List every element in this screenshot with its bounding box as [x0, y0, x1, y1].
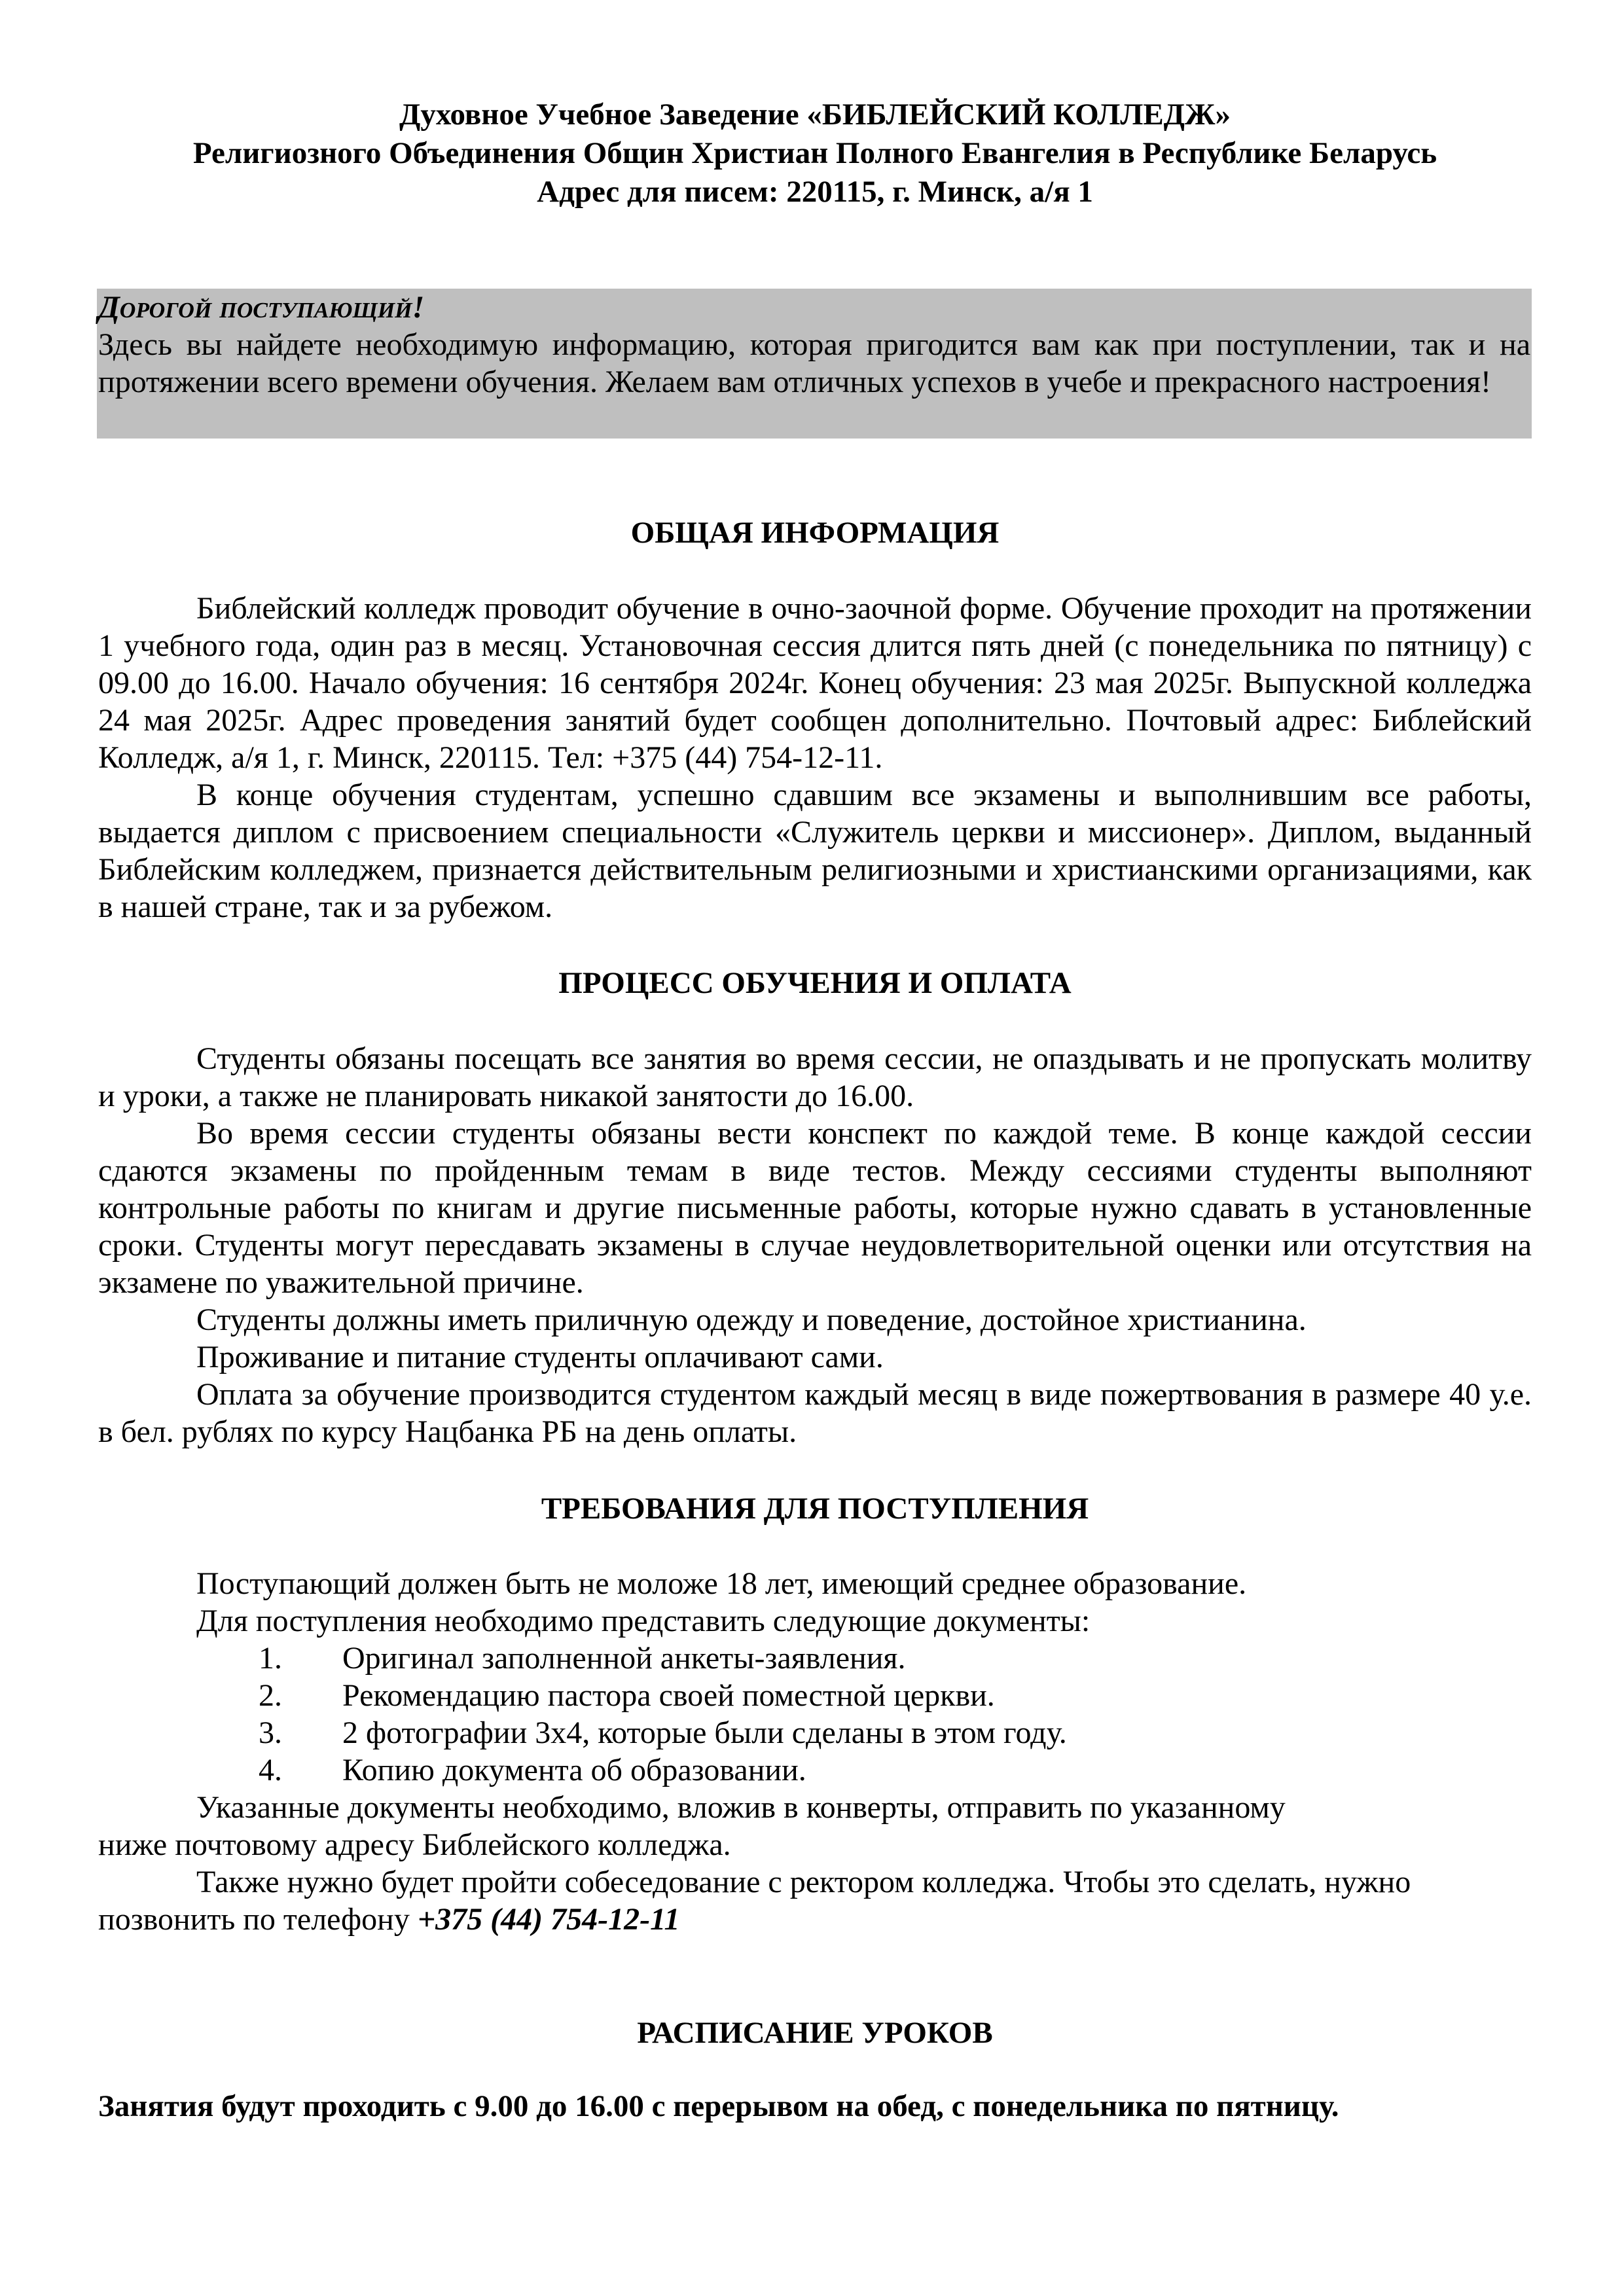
required-documents-list	[98, 1640, 1532, 1789]
list-item-text: 2 фотографии 3х4, которые были сделаны в этом году.	[342, 1715, 1067, 1750]
list-item-text: Копию документа об образовании.	[342, 1753, 806, 1787]
required-document-item	[98, 1677, 1532, 1714]
process-paragraph: Во время сессии студенты обязаны вести конспект по каждой теме. В конце каждой сессии сдаются экзамены по пройденным темам в виде тестов. Между сессиями студенты выполняют контрольные работы по книгам и другие письменные работы, которые нужно сдавать в установленные сроки. Студенты могут пересдавать экзамены в случае неудовлетворительной оценки или отсутствия на экзамене по уважительной причине.	[98, 1116, 1532, 1300]
general-paragraph: Библейский колледж проводит обучение в очно-заочной форме. Обучение проходит на протяжении 1 учебного года, один раз в месяц. Установочная сессия длится пять дней (с понедельника по пятницу) с 09.00 до 16.00. Начало обучения: 16 сентября 2024г. Конец обучения: 23 мая 2025г. Выпускной колледжа 24 мая 2025г. Адрес проведения занятий будет сообщен дополнительно. Почтовый адрес: Библейский Колледж, а/я 1, г. Минск, 220115. Тел: +375 (44) 754-12-11.	[98, 591, 1532, 775]
process-paragraph: Оплата за обучение производится студентом каждый месяц в виде пожертвования в размере 40 у.е. в бел. рублях по курсу Нацбанка РБ на день оплаты.	[98, 1377, 1532, 1449]
process-paragraph: Студенты должны иметь приличную одежду и поведение, достойное христианина.	[196, 1302, 1307, 1337]
required-document-item	[98, 1751, 1532, 1789]
list-item-text: Оригинал заполненной анкеты-заявления.	[342, 1641, 906, 1676]
list-number: 3.	[259, 1715, 282, 1750]
required-document-item	[98, 1640, 1532, 1677]
section-requirements-body	[98, 1565, 1532, 1938]
header-institution-name: Духовное Учебное Заведение «БИБЛЕЙСКИЙ КОЛЛЕДЖ»	[399, 98, 1231, 132]
interview-text: Также нужно будет пройти собеседование с ректором колледжа. Чтобы это сделать, нужно позвонить по телефону	[98, 1865, 1411, 1937]
section-title-general: ОБЩАЯ ИНФОРМАЦИЯ	[630, 516, 1000, 550]
section-title-process: ПРОЦЕСС ОБУЧЕНИЯ И ОПЛАТА	[558, 966, 1072, 1000]
schedule-text: Занятия будут проходить с 9.00 до 16.00 с перерывом на обед, с понедельника по пятницу.	[98, 2089, 1339, 2123]
process-paragraph: Проживание и питание студенты оплачивают сами.	[196, 1340, 884, 1374]
general-paragraph: В конце обучения студентам, успешно сдавшим все экзамены и выполнившим все работы, выдается диплом с присвоением специальности «Служитель церкви и миссионер». Диплом, выданный Библейским колледжем, признается действительным религиозными и христианскими организациями, как в нашей стране, так и за рубежом.	[98, 778, 1532, 924]
greeting-box	[97, 289, 1532, 439]
interview-phone-link[interactable]: +375 (44) 754-12-11	[417, 1902, 680, 1937]
section-general-body	[98, 590, 1532, 925]
interview-paragraph	[98, 1863, 1532, 1938]
header-address: Адрес для писем: 220115, г. Минск, а/я 1	[537, 175, 1093, 209]
greeting-title: Дорогой поступающий!	[98, 290, 425, 325]
list-number: 4.	[259, 1753, 282, 1787]
requirements-intro: Для поступления необходимо представить следующие документы:	[196, 1604, 1091, 1638]
section-title-requirements: ТРЕБОВАНИЯ ДЛЯ ПОСТУПЛЕНИЯ	[541, 1492, 1089, 1526]
list-item-text: Рекомендацию пастора своей поместной церкви.	[342, 1678, 995, 1713]
required-document-item	[98, 1714, 1532, 1751]
list-number: 2.	[259, 1678, 282, 1713]
section-title-schedule: РАСПИСАНИЕ УРОКОВ	[637, 2016, 993, 2050]
process-paragraph: Студенты обязаны посещать все занятия во время сессии, не опаздывать и не пропускать молитву и уроки, а также не планировать никакой занятости до 16.00.	[98, 1041, 1532, 1113]
section-process-body	[98, 1040, 1532, 1450]
requirements-outro: Указанные документы необходимо, вложив в конверты, отправить по указанному ниже почтовому адресу Библейского колледжа.	[98, 1790, 1286, 1862]
list-number: 1.	[259, 1641, 282, 1676]
header-organization: Религиозного Объединения Общин Христиан Полного Евангелия в Республике Беларусь	[192, 136, 1437, 170]
greeting-text: Здесь вы найдете необходимую информацию, которая пригодится вам как при поступлении, так и на протяжении всего времени обучения. Желаем вам отличных успехов в учебе и прекрасного настроения!	[98, 327, 1530, 399]
requirements-intro: Поступающий должен быть не моложе 18 лет, имеющий среднее образование.	[196, 1566, 1247, 1601]
document-header	[98, 96, 1532, 211]
